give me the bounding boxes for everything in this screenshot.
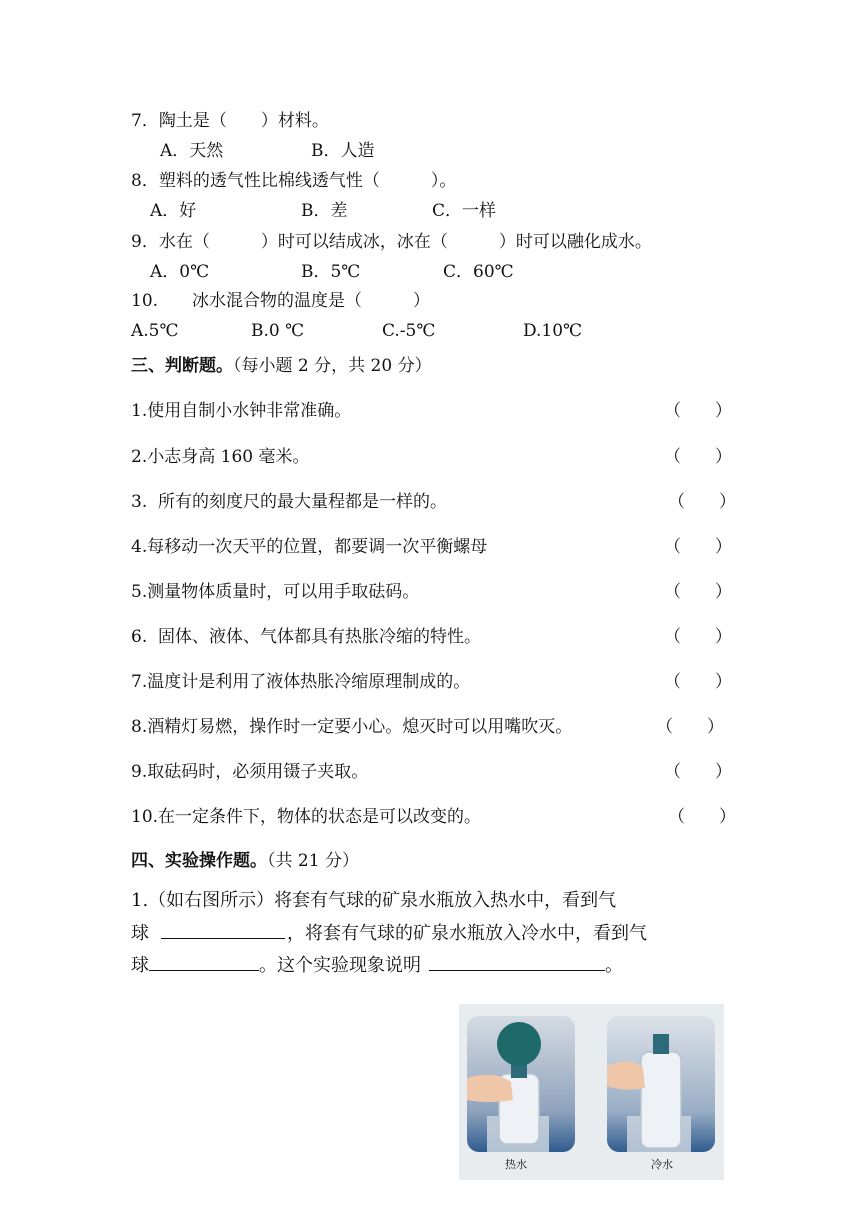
mc-q10-opt-a: A.5℃ xyxy=(131,321,179,341)
judge-answer-2[interactable]: （ ） xyxy=(664,447,732,467)
section3-title: 三、判断题。 xyxy=(131,356,233,376)
hot-water-caption: 热水 xyxy=(505,1158,527,1171)
mc-q10-opt-b: B.0 ℃ xyxy=(251,321,305,341)
judge-item-10: 10.在一定条件下，物体的状态是可以改变的。 xyxy=(131,807,482,827)
section4-note: （共 21 分） xyxy=(267,851,359,871)
section4-heading xyxy=(131,850,359,872)
section3-heading xyxy=(131,355,432,377)
mc-q9-opt-b: B．5℃ xyxy=(301,262,361,282)
judge-answer-7[interactable]: （ ） xyxy=(664,672,732,692)
judge-answer-8[interactable]: （ ） xyxy=(656,717,724,737)
judge-item-1: 1.使用自制小水钟非常准确。 xyxy=(131,401,352,421)
mc-q10-opt-c: C.-5℃ xyxy=(382,321,436,341)
judge-item-4: 4.每移动一次天平的位置，都要调一次平衡螺母 xyxy=(131,537,488,557)
judge-answer-5[interactable]: （ ） xyxy=(664,582,732,602)
judge-answer-10[interactable]: （ ） xyxy=(668,807,736,827)
judge-answer-6[interactable]: （ ） xyxy=(664,627,732,647)
judge-item-6: 6. 固体、液体、气体都具有热胀冷缩的特性。 xyxy=(131,627,482,647)
exp-line-1: 1.（如右图所示）将套有气球的矿泉水瓶放入热水中，看到气 xyxy=(131,890,617,911)
judge-answer-4[interactable]: （ ） xyxy=(664,537,732,557)
mc-q9-opt-a: A．0℃ xyxy=(150,262,210,282)
cold-water-panel xyxy=(607,1016,715,1152)
exp-line-2-start: 球 xyxy=(131,923,149,944)
mc-q8-opt-c: C．一样 xyxy=(432,201,497,221)
mc-q7-opt-b: B．人造 xyxy=(311,141,375,161)
exp-line-3-end: 。 xyxy=(605,955,623,976)
exp-line-2 xyxy=(131,922,647,945)
mc-q8-opt-b: B．差 xyxy=(301,201,348,221)
hot-water-illustration xyxy=(467,1016,575,1152)
answer-blank-hot[interactable] xyxy=(161,922,285,939)
section4-title: 四、实验操作题。 xyxy=(131,851,267,871)
mc-q9-opt-c: C．60℃ xyxy=(443,262,514,282)
mc-q8-opt-a: A．好 xyxy=(150,201,197,221)
judge-item-2: 2.小志身高 160 毫米。 xyxy=(131,447,310,467)
exp-line-2-rest: ，将套有气球的矿泉水瓶放入冷水中，看到气 xyxy=(287,923,647,944)
judge-item-5: 5.测量物体质量时，可以用手取砝码。 xyxy=(131,582,420,602)
judge-answer-1[interactable]: （ ） xyxy=(664,401,732,421)
exp-line-3-mid: 。这个实验现象说明 xyxy=(259,955,421,976)
answer-blank-conclusion[interactable] xyxy=(429,954,605,971)
mc-q9: 9．水在（ ）时可以结成冰，冰在（ ）时可以融化成水。 xyxy=(131,232,652,252)
judge-item-3: 3. 所有的刻度尺的最大量程都是一样的。 xyxy=(131,492,448,512)
mc-q7-opt-a: A．天然 xyxy=(160,141,224,161)
judge-item-9: 9.取砝码时，必须用镊子夹取。 xyxy=(131,762,369,782)
mc-q8: 8．塑料的透气性比棉线透气性（ ）。 xyxy=(131,171,457,191)
cold-water-caption: 冷水 xyxy=(651,1158,673,1171)
judge-answer-9[interactable]: （ ） xyxy=(664,762,732,782)
mc-q7: 7．陶土是（ ）材料。 xyxy=(131,111,329,131)
hot-water-panel xyxy=(467,1016,575,1152)
judge-answer-3[interactable]: （ ） xyxy=(668,492,736,512)
section3-note: （每小题 2 分，共 20 分） xyxy=(233,356,432,376)
mc-q10-opt-d: D.10℃ xyxy=(523,321,583,341)
mc-q10: 10. 冰水混合物的温度是（ ） xyxy=(131,291,431,311)
experiment-photo xyxy=(459,1004,724,1180)
exp-line-3-start: 球 xyxy=(131,955,149,976)
cold-water-illustration xyxy=(607,1016,715,1152)
judge-item-7: 7.温度计是利用了液体热胀冷缩原理制成的。 xyxy=(131,672,471,692)
exp-line-3 xyxy=(131,954,623,977)
judge-item-8: 8.酒精灯易燃，操作时一定要小心。熄灭时可以用嘴吹灭。 xyxy=(131,717,573,737)
answer-blank-cold[interactable] xyxy=(149,954,259,971)
